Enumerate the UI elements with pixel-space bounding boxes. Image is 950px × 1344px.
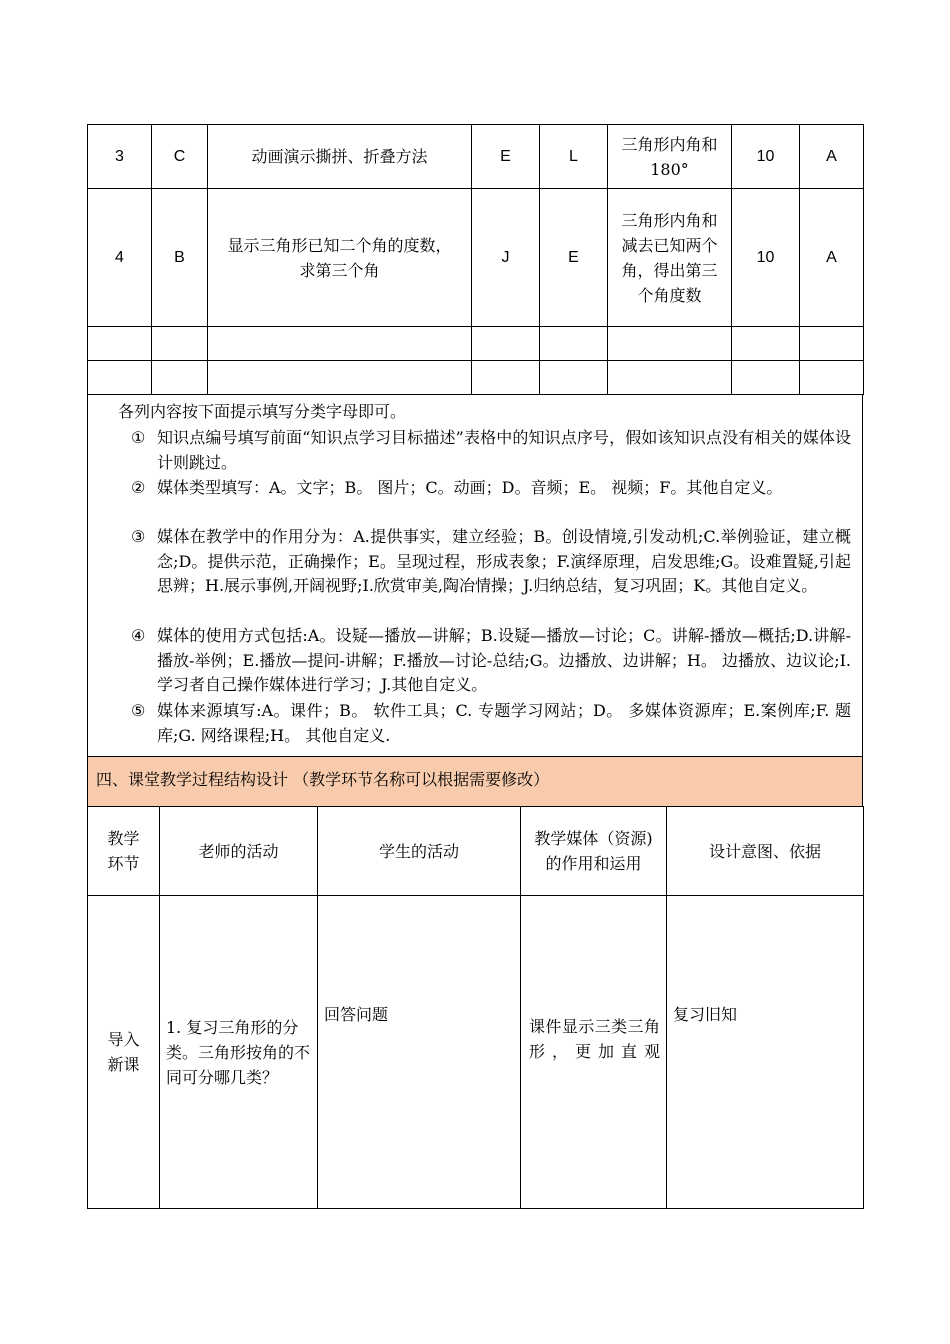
fill-instructions bbox=[87, 394, 863, 757]
header-student: 学生的活动 bbox=[318, 807, 521, 896]
stage-cell: 导入新课 bbox=[88, 896, 160, 1209]
table-row bbox=[88, 896, 864, 1209]
instruction-item bbox=[131, 476, 851, 501]
item-marker: ② bbox=[131, 478, 146, 497]
section-title: 四、课堂教学过程结构设计 （教学环节名称可以根据需要修改） bbox=[87, 757, 863, 807]
media-design-table bbox=[87, 124, 864, 395]
table-row bbox=[88, 125, 864, 189]
item-text: 媒体的使用方式包括:A。设疑—播放—讲解；B.设疑—播放—讨论；C。讲解-播放—概括;D.讲解-播放-举例；E.播放—提问-讲解；F.播放—讨论-总结;G。边播放、边讲解；H。 边播放、边议论;I.学习者自己操作媒体进行学习；J.其他自定义。 bbox=[157, 626, 851, 694]
media-time: 10 bbox=[732, 125, 800, 189]
header-media bbox=[521, 807, 667, 896]
media-content: 显示三角形已知二个角的度数，求第三个角 bbox=[208, 189, 472, 327]
table-row bbox=[88, 189, 864, 327]
media-result: 三角形内角和减去已知两个角，得出第三个角度数 bbox=[608, 189, 732, 327]
knowledge-point-no: 4 bbox=[88, 189, 152, 327]
item-marker: ④ bbox=[131, 626, 146, 645]
empty-row bbox=[88, 361, 864, 395]
item-marker: ⑤ bbox=[131, 701, 146, 720]
teaching-process-table bbox=[87, 806, 864, 1209]
media-usage-cell bbox=[521, 896, 667, 1209]
student-activity-text: 回答问题 bbox=[324, 1004, 389, 1024]
header-stage: 教学环节 bbox=[88, 807, 160, 896]
item-text: 媒体类型填写：A。文字；B。 图片；C。动画；D。音频；E。 视频；F。其他自定义。 bbox=[157, 478, 783, 497]
media-usage-text: 课件显示三类三角形，更加直观 bbox=[529, 1017, 660, 1061]
media-source: A bbox=[800, 125, 864, 189]
header-media-line1: 教学媒体（资源) bbox=[534, 829, 653, 848]
item-marker: ① bbox=[131, 428, 146, 447]
header-media-line2: 的作用和运用 bbox=[545, 854, 642, 873]
knowledge-point-no: 3 bbox=[88, 125, 152, 189]
media-role: J bbox=[472, 189, 540, 327]
media-usage: L bbox=[540, 125, 608, 189]
header-intent: 设计意图、依据 bbox=[667, 807, 864, 896]
student-activity bbox=[318, 896, 521, 1209]
media-result: 三角形内角和180° bbox=[608, 125, 732, 189]
instructions-intro: 各列内容按下面提示填写分类字母即可。 bbox=[118, 402, 407, 421]
header-teacher: 老师的活动 bbox=[160, 807, 318, 896]
empty-row bbox=[88, 327, 864, 361]
media-type: C bbox=[152, 125, 208, 189]
media-content: 动画演示撕拼、折叠方法 bbox=[208, 125, 472, 189]
item-text: 媒体来源填写:A。课件；B。 软件工具；C. 专题学习网站；D。 多媒体资源库；E.案例库;F. 题库;G. 网络课程;H。 其他自定义. bbox=[157, 701, 851, 745]
design-intent-cell bbox=[667, 896, 864, 1209]
item-text: 媒体在教学中的作用分为：A.提供事实，建立经验；B。创设情境,引发动机;C.举例验证，建立概念;D。提供示范，正确操作；E。呈现过程，形成表象；F.演绎原理，启发思维;G。设难置疑,引起思辨；H.展示事例,开阔视野;I.欣赏审美,陶冶情操；J.归纳总结，复习巩固；K。其他自定义。 bbox=[157, 527, 851, 595]
media-role: E bbox=[472, 125, 540, 189]
table-header-row bbox=[88, 807, 864, 896]
media-source: A bbox=[800, 189, 864, 327]
instruction-item bbox=[131, 525, 851, 599]
instruction-item bbox=[131, 426, 851, 475]
teacher-activity: 1. 复习三角形的分类。三角形按角的不同可分哪几类？ bbox=[160, 896, 318, 1209]
instruction-item bbox=[131, 699, 851, 748]
item-marker: ③ bbox=[131, 527, 146, 546]
item-text: 知识点编号填写前面“知识点学习目标描述”表格中的知识点序号，假如该知识点没有相关的媒体设计则跳过。 bbox=[157, 428, 851, 472]
media-type: B bbox=[152, 189, 208, 327]
media-time: 10 bbox=[732, 189, 800, 327]
instruction-item bbox=[131, 624, 851, 698]
design-intent-text: 复习旧知 bbox=[673, 1004, 738, 1024]
media-usage: E bbox=[540, 189, 608, 327]
